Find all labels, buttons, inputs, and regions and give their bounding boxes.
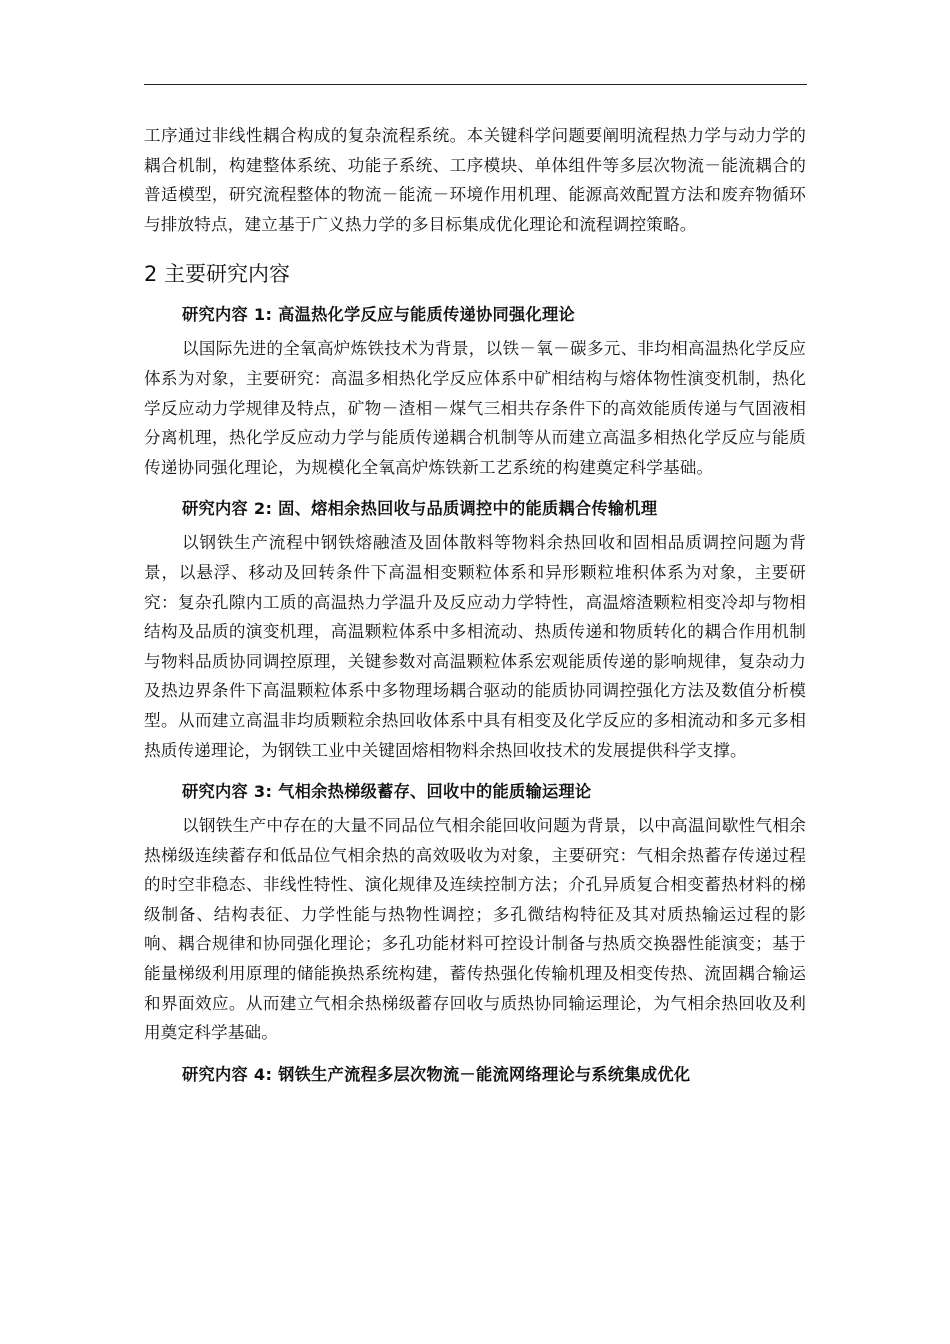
research-item-1-body: 以国际先进的全氧高炉炼铁技术为背景，以铁－氧－碳多元、非均相高温热化学反应体系为对象，主要研究：高温多相热化学反应体系中矿相结构与熔体物性演变机制，热化学反应动力学规律及特点，矿物－渣相－煤气三相共存条件下的高效能质传递与气固液相分离机理，热化学反应动力学与能质传递耦合机制等从而建立高温多相热化学反应与能质传递协同强化理论，为规模化全氧高炉炼铁新工艺系统的构建奠定科学基础。 [144, 339, 806, 477]
research-item-3-title: 研究内容 3: 气相余热梯级蓄存、回收中的能质输运理论 [182, 782, 592, 802]
section-title: 2 主要研究内容 [144, 262, 291, 287]
research-item-2-title: 研究内容 2: 固、熔相余热回收与品质调控中的能质耦合传输机理 [182, 499, 658, 519]
research-item-3-body: 以钢铁生产中存在的大量不同品位气相余能回收问题为背景，以中高温间歇性气相余热梯级连续蓄存和低品位气相余热的高效吸收为对象，主要研究：气相余热蓄存传递过程的时空非稳态、非线性特性、演化规律及连续控制方法；介孔异质复合相变蓄热材料的梯级制备、结构表征、力学性能与热物性调控；多孔微结构特征及其对质热输运过程的影响、耦合规律和协同强化理论；多孔功能材料可控设计制备与热质交换器性能演变；基于能量梯级利用原理的储能换热系统构建，蓄传热强化传输机理及相变传热、流固耦合输运和界面效应。从而建立气相余热梯级蓄存回收与质热协同输运理论，为气相余热回收及利用奠定科学基础。 [144, 816, 806, 1043]
document-body [144, 121, 806, 1094]
header-rule [144, 84, 807, 85]
research-item-2-body: 以钢铁生产流程中钢铁熔融渣及固体散料等物料余热回收和固相品质调控问题为背景，以悬浮、移动及回转条件下高温相变颗粒体系和异形颗粒堆积体系为对象，主要研究：复杂孔隙内工质的高温热力学温升及反应动力学特性，高温熔渣颗粒相变冷却与物相结构及品质的演变机理，高温颗粒体系中多相流动、热质传递和物质转化的耦合作用机制与物料品质协同调控原理，关键参数对高温颗粒体系宏观能质传递的影响规律，复杂动力及热边界条件下高温颗粒体系中多物理场耦合驱动的能质协同调控强化方法及数值分析模型。从而建立高温非均质颗粒余热回收体系中具有相变及化学反应的多相流动和多元多相热质传递理论，为钢铁工业中关键固熔相物料余热回收技术的发展提供科学支撑。 [144, 533, 806, 760]
research-item-4-title: 研究内容 4: 钢铁生产流程多层次物流－能流网络理论与系统集成优化 [182, 1064, 691, 1084]
intro-paragraph: 工序通过非线性耦合构成的复杂流程系统。本关键科学问题要阐明流程热力学与动力学的耦合机制，构建整体系统、功能子系统、工序模块、单体组件等多层次物流－能流耦合的普适模型，研究流程整体的物流－能流－环境作用机理、能源高效配置方法和废弃物循环与排放特点，建立基于广义热力学的多目标集成优化理论和流程调控策略。 [144, 126, 806, 234]
research-item-1-title: 研究内容 1: 高温热化学反应与能质传递协同强化理论 [182, 305, 575, 325]
